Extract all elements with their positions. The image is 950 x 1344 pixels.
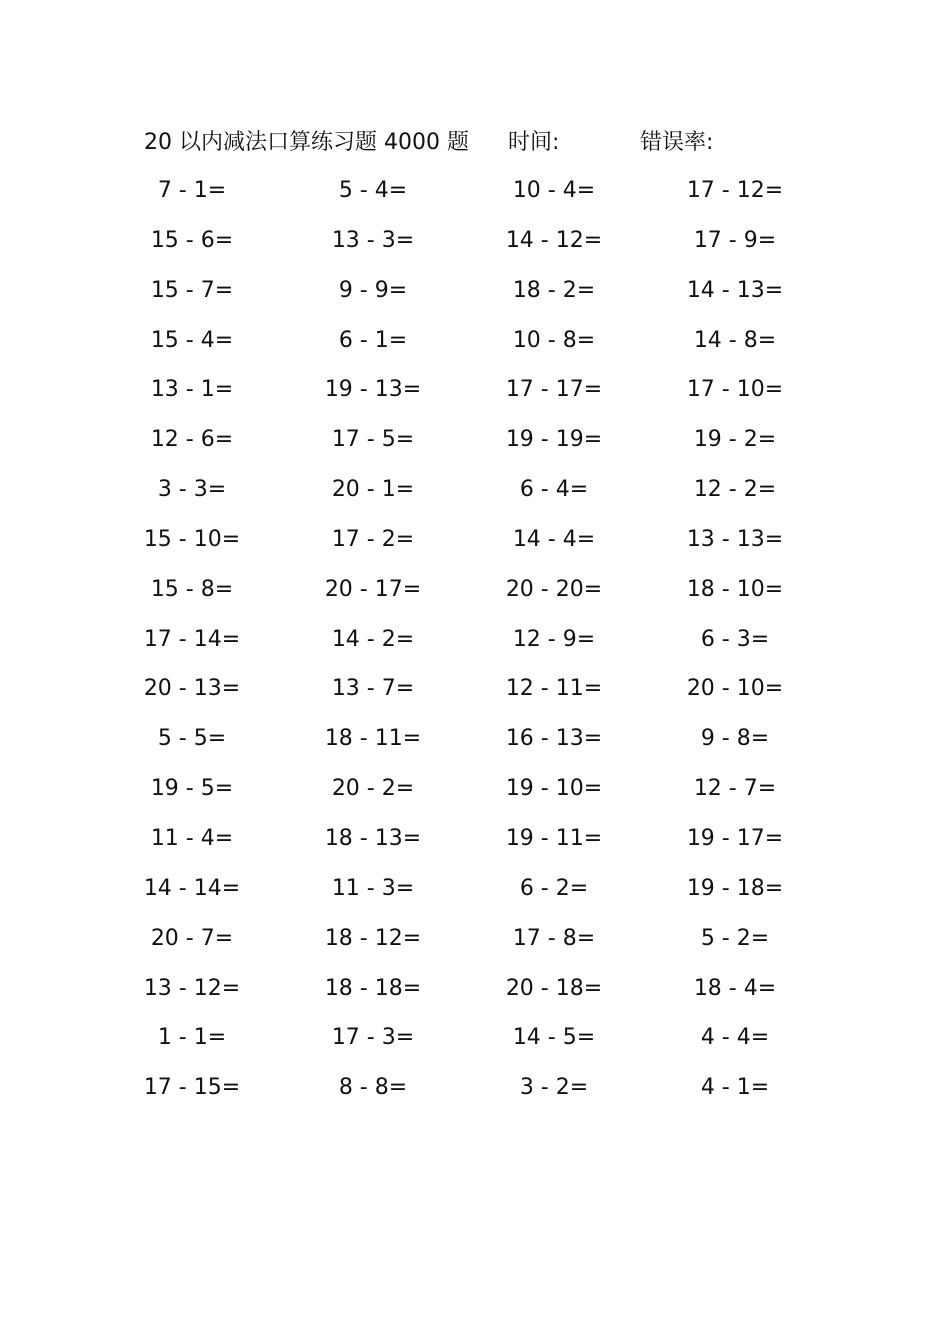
subtraction-problem: 14 - 14= [143, 875, 241, 901]
subtraction-problem: 20 - 2= [331, 776, 415, 802]
subtraction-problem: 12 - 9= [512, 626, 596, 652]
worksheet-header [0, 126, 950, 160]
subtraction-problem: 17 - 8= [512, 925, 596, 951]
subtraction-problem: 20 - 7= [150, 925, 234, 951]
subtraction-problem: 19 - 19= [505, 427, 603, 453]
problem-row [0, 274, 950, 324]
subtraction-problem: 13 - 1= [150, 377, 234, 403]
subtraction-problem: 10 - 4= [512, 178, 596, 203]
subtraction-problem: 18 - 2= [512, 277, 596, 303]
subtraction-problem: 15 - 10= [143, 526, 241, 552]
problem-row [0, 772, 950, 822]
problem-row [0, 972, 950, 1022]
subtraction-problem: 20 - 20= [505, 576, 603, 602]
subtraction-problem: 13 - 12= [143, 975, 241, 1001]
subtraction-problem: 18 - 12= [324, 925, 422, 951]
problem-row [0, 573, 950, 623]
problem-row [0, 872, 950, 922]
subtraction-problem: 17 - 9= [693, 227, 777, 253]
subtraction-problem: 19 - 11= [505, 825, 603, 851]
subtraction-problem: 13 - 7= [331, 676, 415, 702]
subtraction-problem: 5 - 2= [700, 925, 770, 951]
subtraction-problem: 12 - 11= [505, 676, 603, 702]
problem-row [0, 224, 950, 274]
problem-row [0, 1021, 950, 1071]
subtraction-problem: 14 - 13= [686, 277, 784, 303]
subtraction-problem: 20 - 1= [331, 477, 415, 503]
subtraction-problem: 12 - 6= [150, 427, 234, 453]
subtraction-problem: 14 - 8= [693, 327, 777, 353]
problem-row [0, 1071, 950, 1121]
subtraction-problem: 5 - 4= [338, 178, 408, 203]
subtraction-problem: 7 - 1= [157, 178, 227, 203]
subtraction-problem: 19 - 17= [686, 825, 784, 851]
subtraction-problem: 20 - 17= [324, 576, 422, 602]
problem-grid [0, 174, 950, 1121]
subtraction-problem: 20 - 13= [143, 676, 241, 702]
subtraction-problem: 14 - 4= [512, 526, 596, 552]
subtraction-problem: 10 - 8= [512, 327, 596, 353]
subtraction-problem: 14 - 2= [331, 626, 415, 652]
problem-row [0, 822, 950, 872]
subtraction-problem: 15 - 7= [150, 277, 234, 303]
subtraction-problem: 6 - 1= [338, 327, 408, 353]
subtraction-problem: 14 - 12= [505, 227, 603, 253]
problem-row [0, 423, 950, 473]
subtraction-problem: 11 - 3= [331, 875, 415, 901]
subtraction-problem: 18 - 10= [686, 576, 784, 602]
problem-row [0, 373, 950, 423]
time-label: 时间: [508, 130, 560, 155]
subtraction-problem: 6 - 4= [519, 477, 589, 503]
problem-row [0, 174, 950, 224]
subtraction-problem: 15 - 4= [150, 327, 234, 353]
subtraction-problem: 19 - 10= [505, 776, 603, 802]
subtraction-problem: 19 - 13= [324, 377, 422, 403]
subtraction-problem: 17 - 14= [143, 626, 241, 652]
subtraction-problem: 18 - 4= [693, 975, 777, 1001]
error-rate-label: 错误率: [640, 130, 714, 155]
subtraction-problem: 9 - 8= [700, 726, 770, 752]
subtraction-problem: 3 - 3= [157, 477, 227, 503]
worksheet-title: 20 以内减法口算练习题 4000 题 [144, 130, 469, 155]
subtraction-problem: 17 - 5= [331, 427, 415, 453]
subtraction-problem: 1 - 1= [157, 1025, 227, 1051]
subtraction-problem: 17 - 15= [143, 1075, 241, 1101]
subtraction-problem: 6 - 2= [519, 875, 589, 901]
subtraction-problem: 12 - 7= [693, 776, 777, 802]
subtraction-problem: 18 - 18= [324, 975, 422, 1001]
problem-row [0, 672, 950, 722]
subtraction-problem: 17 - 3= [331, 1025, 415, 1051]
subtraction-problem: 13 - 3= [331, 227, 415, 253]
subtraction-problem: 6 - 3= [700, 626, 770, 652]
problem-row [0, 623, 950, 673]
problem-row [0, 922, 950, 972]
subtraction-problem: 9 - 9= [338, 277, 408, 303]
problem-row [0, 523, 950, 573]
subtraction-problem: 18 - 13= [324, 825, 422, 851]
subtraction-problem: 17 - 2= [331, 526, 415, 552]
subtraction-problem: 4 - 4= [700, 1025, 770, 1051]
subtraction-problem: 20 - 18= [505, 975, 603, 1001]
problem-row [0, 473, 950, 523]
subtraction-problem: 3 - 2= [519, 1075, 589, 1101]
subtraction-problem: 19 - 18= [686, 875, 784, 901]
problem-row [0, 722, 950, 772]
subtraction-problem: 16 - 13= [505, 726, 603, 752]
subtraction-problem: 4 - 1= [700, 1075, 770, 1101]
subtraction-problem: 12 - 2= [693, 477, 777, 503]
problem-row [0, 324, 950, 374]
subtraction-problem: 19 - 2= [693, 427, 777, 453]
subtraction-problem: 18 - 11= [324, 726, 422, 752]
subtraction-problem: 20 - 10= [686, 676, 784, 702]
subtraction-problem: 15 - 8= [150, 576, 234, 602]
subtraction-problem: 5 - 5= [157, 726, 227, 752]
subtraction-problem: 13 - 13= [686, 526, 784, 552]
subtraction-problem: 11 - 4= [150, 825, 234, 851]
subtraction-problem: 17 - 12= [686, 178, 784, 203]
subtraction-problem: 15 - 6= [150, 227, 234, 253]
subtraction-problem: 17 - 17= [505, 377, 603, 403]
subtraction-problem: 8 - 8= [338, 1075, 408, 1101]
subtraction-problem: 19 - 5= [150, 776, 234, 802]
subtraction-problem: 14 - 5= [512, 1025, 596, 1051]
subtraction-problem: 17 - 10= [686, 377, 784, 403]
